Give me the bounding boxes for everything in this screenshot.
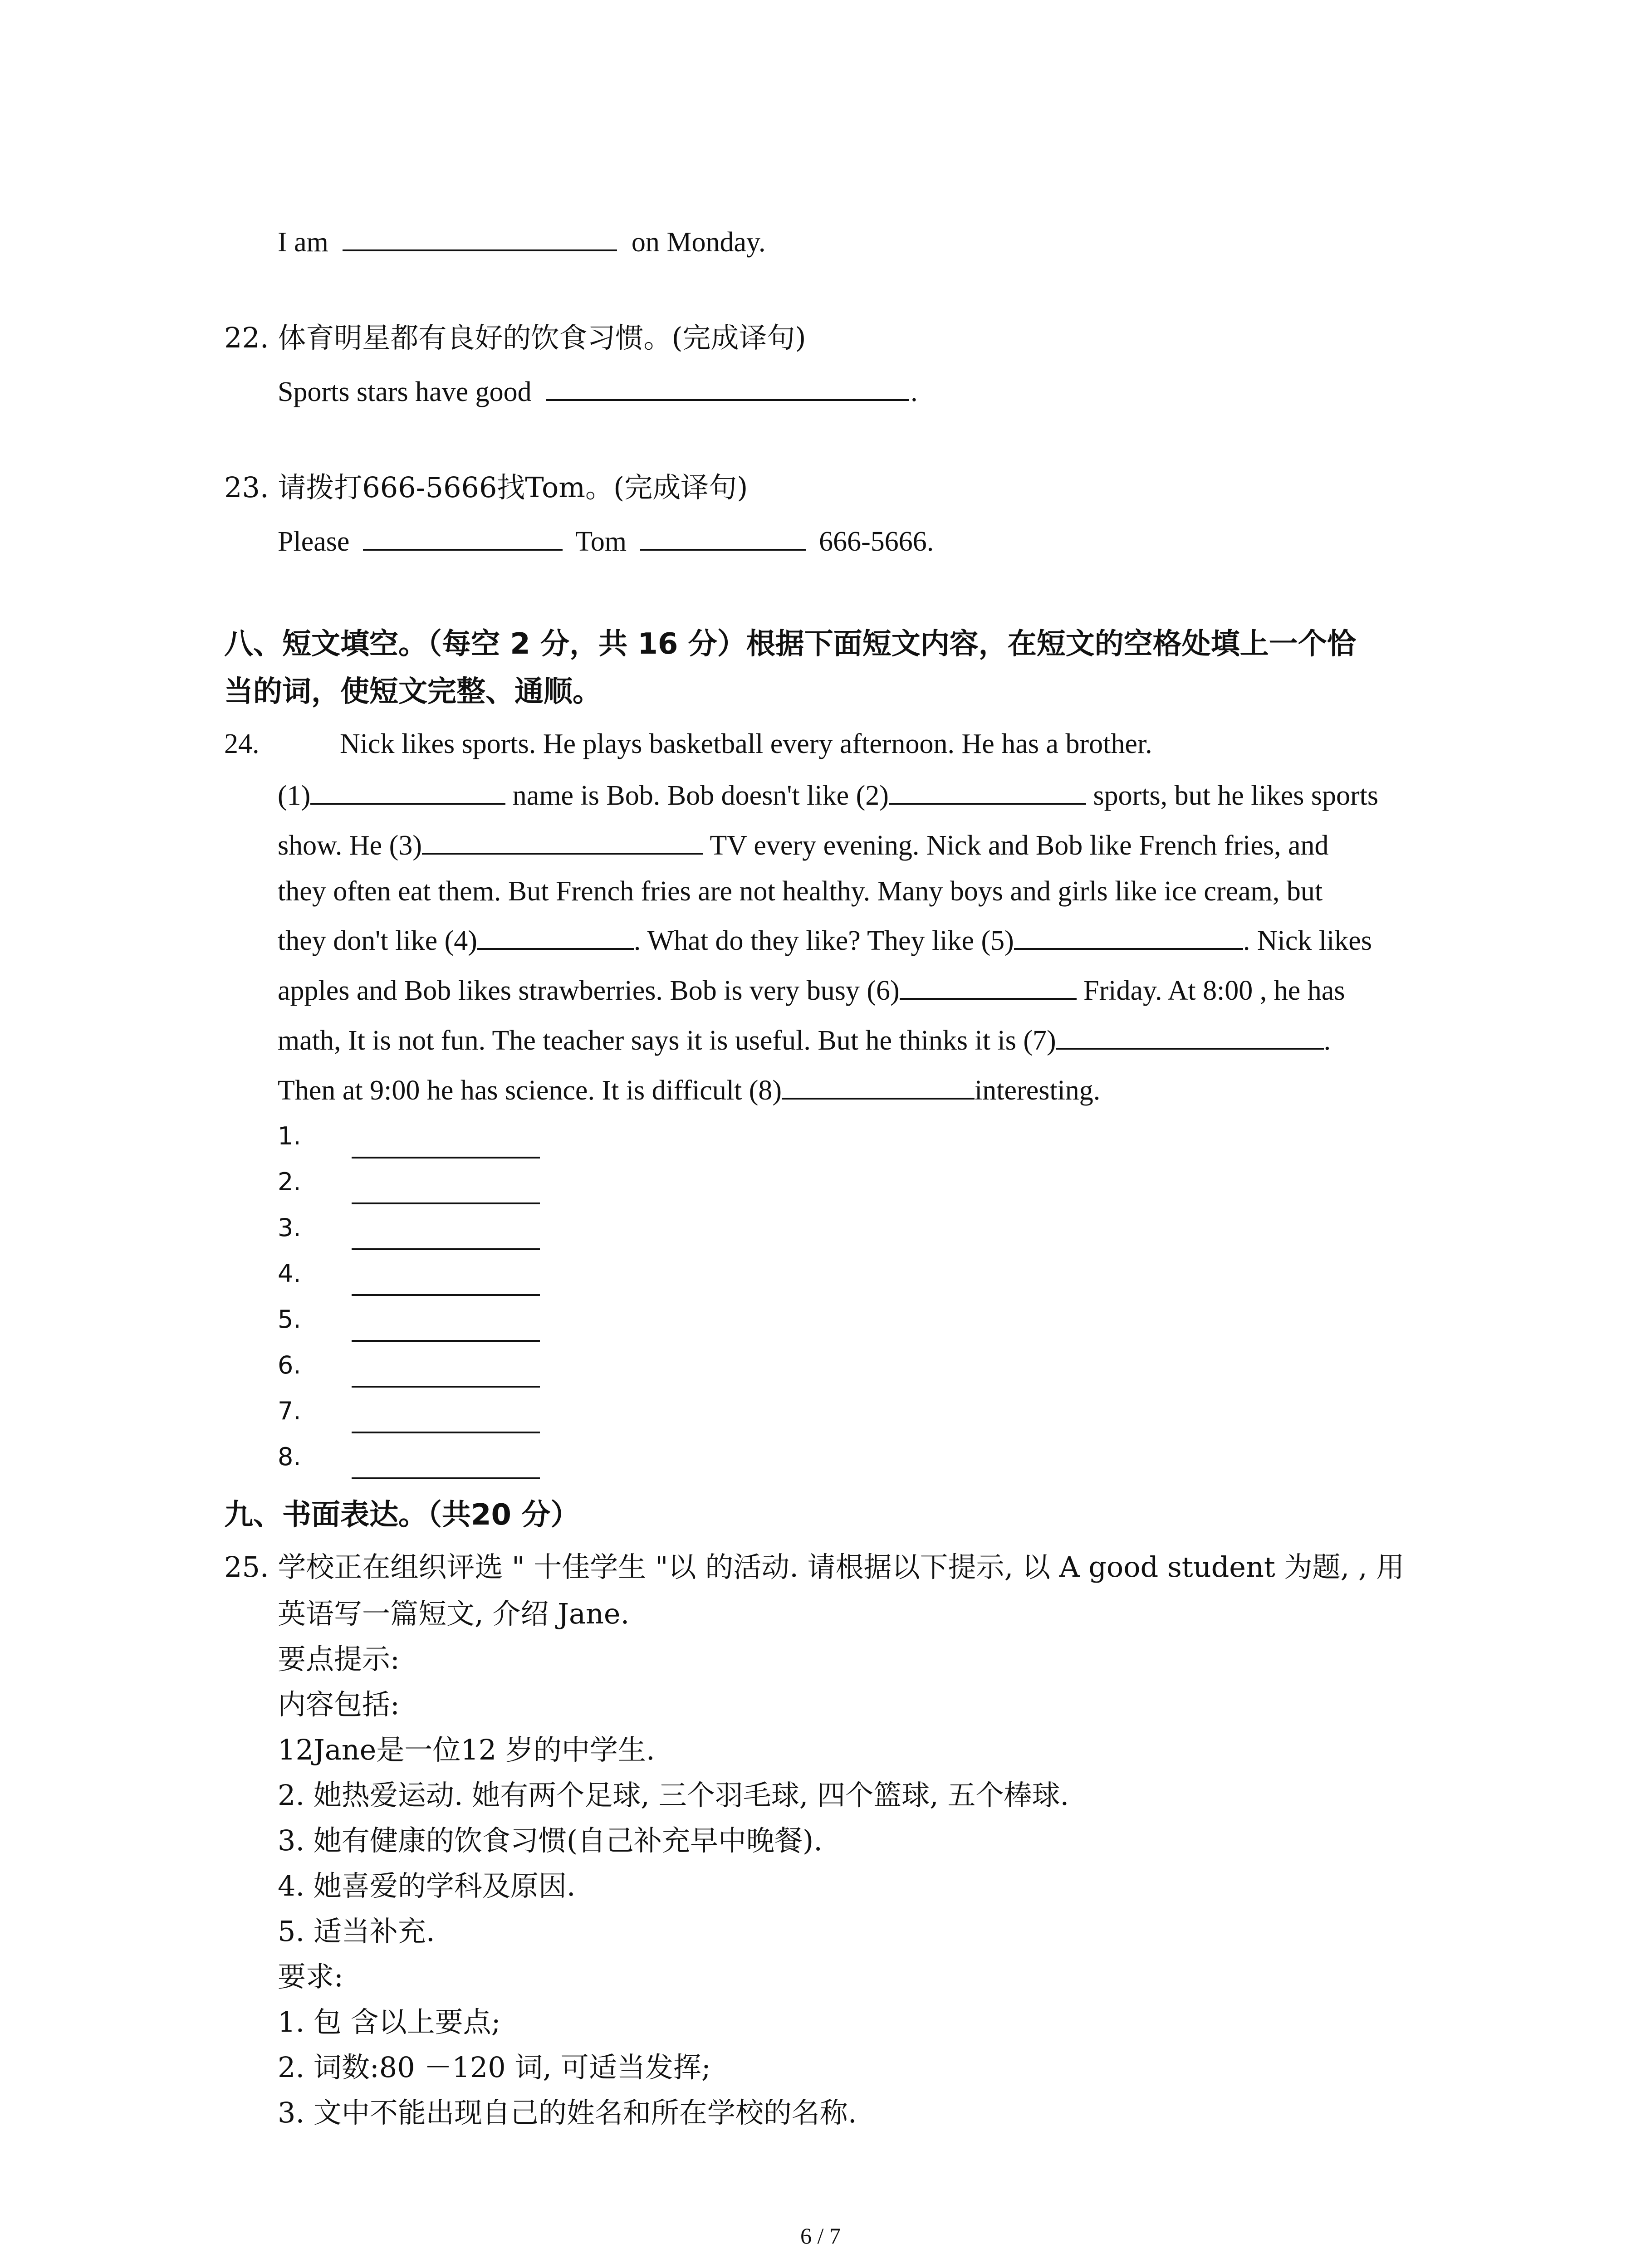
- q24-l7a: math, It is not fun. The teacher says it is useful. But he thinks it is (7): [278, 1025, 1056, 1056]
- q21-text-a: I am: [278, 227, 328, 258]
- answer-label-3: 3.: [278, 1213, 301, 1242]
- q24-l3b: TV every evening. Nick and Bob like French fries, and: [710, 830, 1329, 861]
- q23-prompt: 请拨打666-5666找Tom。(完成译句): [278, 471, 748, 504]
- answer-blank-6[interactable]: [352, 1386, 540, 1388]
- q24-blank-5[interactable]: [1014, 916, 1243, 950]
- q25-line-4: 内容包括:: [278, 1688, 400, 1721]
- q23-text-a: Please: [278, 526, 350, 557]
- answer-label-7: 7.: [278, 1397, 301, 1425]
- q23-number: 23.: [224, 471, 269, 504]
- q23-blank-1[interactable]: [363, 517, 563, 551]
- q24-l7b: .: [1323, 1025, 1331, 1056]
- answer-blank-4[interactable]: [352, 1294, 540, 1296]
- q25-line-6: 2. 她热爱运动. 她有两个足球, 三个羽毛球, 四个篮球, 五个棒球.: [278, 1779, 1069, 1812]
- q25-line-8: 4. 她喜爱的学科及原因.: [278, 1869, 576, 1902]
- q24-line-8: [278, 1066, 1100, 1113]
- q21-tail-line: [278, 218, 766, 265]
- q22-text-b: .: [911, 376, 918, 407]
- q21-text-b: on Monday.: [631, 227, 766, 258]
- q25-line-2: 英语写一篇短文, 介绍 Jane.: [278, 1597, 630, 1630]
- q21-blank[interactable]: [343, 218, 617, 251]
- q24-l6b: Friday. At 8:00 , he has: [1083, 975, 1345, 1006]
- answer-label-4: 4.: [278, 1259, 301, 1288]
- q22-blank[interactable]: [546, 367, 909, 401]
- q24-line-4: they often eat them. But French fries are not healthy. Many boys and girls like ice cream, but: [278, 876, 1323, 907]
- q25-line-13: 3. 文中不能出现自己的姓名和所在学校的名称.: [278, 2096, 857, 2129]
- q24-line-5: [278, 916, 1372, 963]
- q25-l1: 学校正在组织评选 " 十佳学生 "以 的活动. 请根据以下提示, 以 A good student 为题, , 用: [278, 1550, 1405, 1584]
- q23-text-c: 666-5666.: [819, 526, 934, 557]
- q22-number: 22.: [224, 321, 269, 354]
- q24-line-1: [224, 721, 1152, 767]
- q25-line-11: 1. 包 含以上要点;: [278, 2005, 501, 2038]
- q24-l5b: . What do they like? They like (5): [633, 925, 1014, 956]
- q25-number: 25.: [224, 1550, 269, 1584]
- q22-prompt: 体育明星都有良好的饮食习惯。(完成译句): [278, 321, 806, 354]
- q24-blank-7[interactable]: [1056, 1016, 1324, 1050]
- section8-heading-line2: 当的词，使短文完整、通顺。: [224, 675, 602, 709]
- answer-label-5: 5.: [278, 1305, 301, 1334]
- page-number: 6 / 7: [800, 2223, 841, 2248]
- q22-prompt-line: [224, 315, 806, 361]
- q23-answer-line: [278, 517, 934, 564]
- section9-heading: 九、书面表达。（共20 分）: [224, 1498, 580, 1532]
- q24-l5c: . Nick likes: [1243, 925, 1372, 956]
- q24-blank-1[interactable]: [310, 771, 505, 805]
- q24-line-3: [278, 821, 1329, 868]
- q23-blank-2[interactable]: [640, 517, 806, 551]
- q24-blank-2[interactable]: [889, 771, 1086, 805]
- q25-line-7: 3. 她有健康的饮食习惯(自己补充早中晚餐).: [278, 1824, 823, 1857]
- q25-line-3: 要点提示:: [278, 1642, 400, 1676]
- q22-text-a: Sports stars have good: [278, 376, 532, 407]
- q24-l2c: sports, but he likes sports: [1093, 780, 1379, 811]
- q24-l8a: Then at 9:00 he has science. It is difficult (8): [278, 1075, 782, 1106]
- answer-blank-2[interactable]: [352, 1202, 540, 1204]
- q24-number: 24.: [224, 728, 260, 759]
- q25-line-5: 12Jane是一位12 岁的中学生.: [278, 1733, 655, 1766]
- q24-blank-3[interactable]: [422, 821, 703, 855]
- answer-blank-8[interactable]: [352, 1477, 540, 1479]
- q23-text-b: Tom: [575, 526, 627, 557]
- q24-blank-6[interactable]: [900, 966, 1077, 1000]
- q24-l2b: name is Bob. Bob doesn't like (2): [512, 780, 889, 811]
- answer-blank-3[interactable]: [352, 1248, 540, 1250]
- answer-blank-5[interactable]: [352, 1340, 540, 1342]
- q25-line-10: 要求:: [278, 1960, 343, 1993]
- q24-l3a: show. He (3): [278, 830, 422, 861]
- q24-line-6: [278, 966, 1345, 1013]
- answer-label-2: 2.: [278, 1168, 301, 1196]
- answer-label-8: 8.: [278, 1442, 301, 1471]
- q25-line-9: 5. 适当补充.: [278, 1915, 435, 1948]
- q22-answer-line: [278, 367, 918, 415]
- q24-p1: Nick likes sports. He plays basketball every afternoon. He has a brother.: [340, 728, 1152, 759]
- answer-label-6: 6.: [278, 1351, 301, 1379]
- q24-blank-8[interactable]: [782, 1066, 975, 1100]
- q24-l6a: apples and Bob likes strawberries. Bob is very busy (6): [278, 975, 900, 1006]
- q25-line-1: [224, 1545, 1404, 1590]
- q25-line-12: 2. 词数:80 －120 词, 可适当发挥;: [278, 2051, 711, 2084]
- q24-blank-4[interactable]: [477, 916, 634, 950]
- q23-prompt-line: [224, 465, 748, 510]
- q24-l2a: (1): [278, 780, 311, 811]
- q24-l8b: interesting.: [975, 1075, 1101, 1106]
- q24-line-2: [278, 771, 1378, 818]
- section8-heading-line1: 八、短文填空。（每空 2 分，共 16 分）根据下面短文内容，在短文的空格处填上一个恰: [224, 627, 1356, 661]
- q24-line-7: [278, 1016, 1331, 1063]
- answer-label-1: 1.: [278, 1122, 301, 1150]
- answer-blank-7[interactable]: [352, 1432, 540, 1433]
- answer-blank-1[interactable]: [352, 1157, 540, 1158]
- q24-l5a: they don't like (4): [278, 925, 477, 956]
